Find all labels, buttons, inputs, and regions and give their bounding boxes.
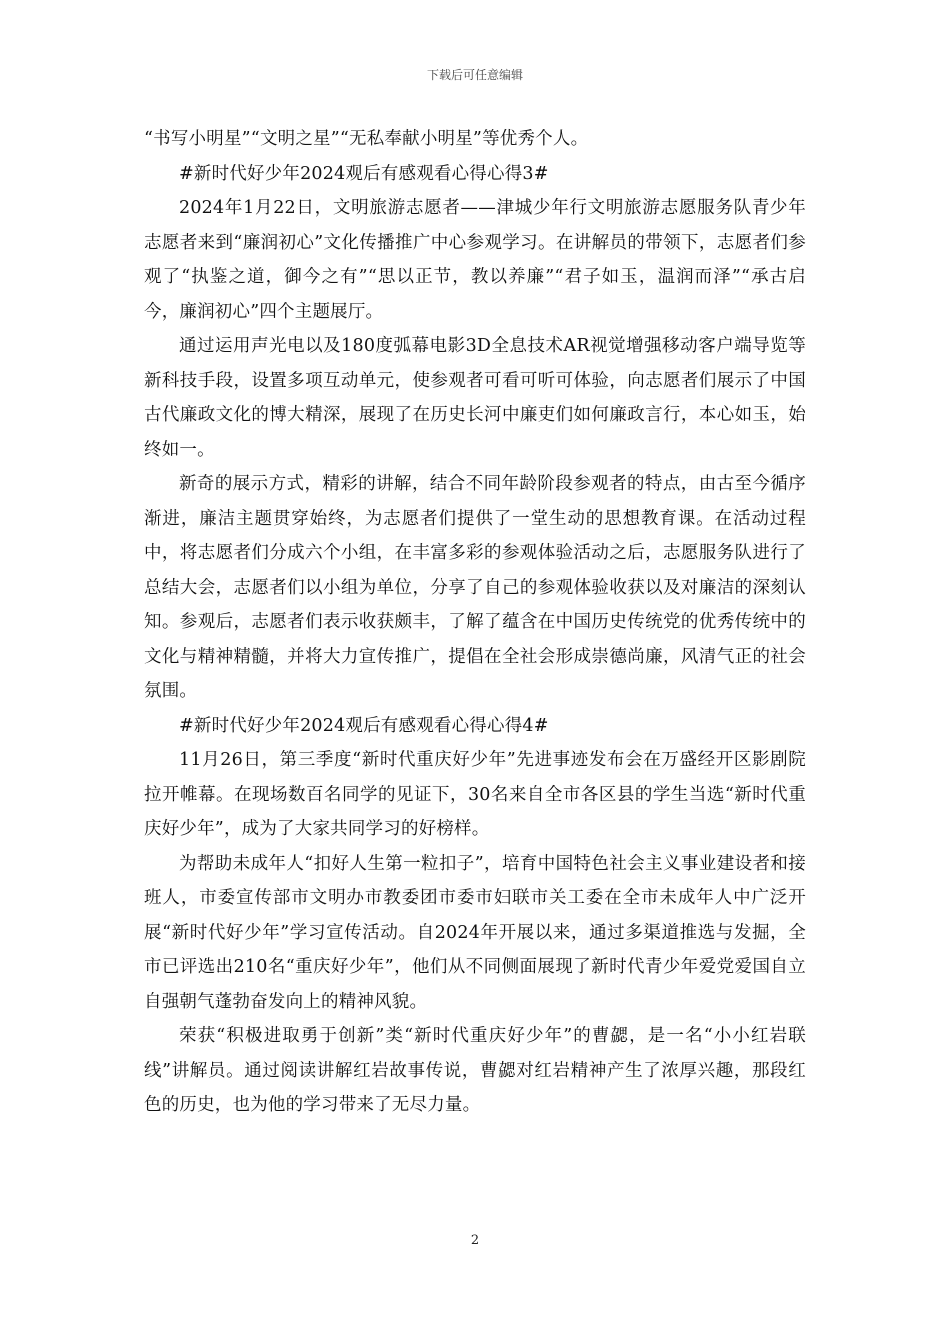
- paragraph: 荣获“积极进取勇于创新”类“新时代重庆好少年”的曹勰，是一名“小小红岩联线”讲解员。通过阅读讲解红岩故事传说，曹勰对红岩精神产生了浓厚兴趣，那段红色的历史，也为他的学习带来了无尽力量。: [144, 1026, 806, 1115]
- page-header: 下载后可任意编辑: [426, 68, 523, 82]
- paragraph: 2024年1月22日，文明旅游志愿者——津城少年行文明旅游志愿服务队青少年志愿者来到“廉润初心”文化传播推广中心参观学习。在讲解员的带领下，志愿者们参观了“执鉴之道，御今之有”“思以正节，教以养廉”“君子如玉，温润而泽”“承古启今，廉润初心”四个主题展厅。: [144, 198, 806, 322]
- paragraph: “书写小明星”“文明之星”“无私奉献小明星”等优秀个人。: [144, 129, 589, 149]
- section-heading: #新时代好少年2024观后有感观看心得心得4#: [179, 715, 549, 736]
- paragraph: 11月26日，第三季度“新时代重庆好少年”先进事迹发布会在万盛经开区影剧院拉开帷幕。在现场数百名同学的见证下，30名来自全市各区县的学生当选“新时代重庆好少年”，成为了大家共同学习的好榜样。: [144, 750, 806, 839]
- section-heading: #新时代好少年2024观后有感观看心得心得3#: [179, 163, 549, 184]
- paragraph: 通过运用声光电以及180度弧幕电影3D全息技术AR视觉增强移动客户端导览等新科技手段，设置多项互动单元，使参观者可看可听可体验，向志愿者们展示了中国古代廉政文化的博大精深，展现了在历史长河中廉吏们如何廉政言行，本心如玉，始终如一。: [144, 336, 806, 460]
- page-number: 2: [470, 1233, 480, 1248]
- paragraph: 新奇的展示方式，精彩的讲解，结合不同年龄阶段参观者的特点，由古至今循序渐进，廉洁主题贯穿始终，为志愿者们提供了一堂生动的思想教育课。在活动过程中，将志愿者们分成六个小组，在丰富多彩的参观体验活动之后，志愿服务队进行了总结大会，志愿者们以小组为单位，分享了自己的参观体验收获以及对廉洁的深刻认知。参观后，志愿者们表示收获颇丰，了解了蕴含在中国历史传统党的优秀传统中的文化与精神精髓，并将大力宣传推广，提倡在全社会形成崇德尚廉，风清气正的社会氛围。: [144, 474, 806, 701]
- paragraph: 为帮助未成年人“扣好人生第一粒扣子”，培育中国特色社会主义事业建设者和接班人，市委宣传部市文明办市教委团市委市妇联市关工委在全市未成年人中广泛开展“新时代好少年”学习宣传活动。自2024年开展以来，通过多渠道推选与发掘，全市已评选出210名“重庆好少年”，他们从不同侧面展现了新时代青少年爱党爱国自立自强朝气蓬勃奋发向上的精神风貌。: [144, 853, 806, 1012]
- document-body: [144, 122, 806, 1123]
